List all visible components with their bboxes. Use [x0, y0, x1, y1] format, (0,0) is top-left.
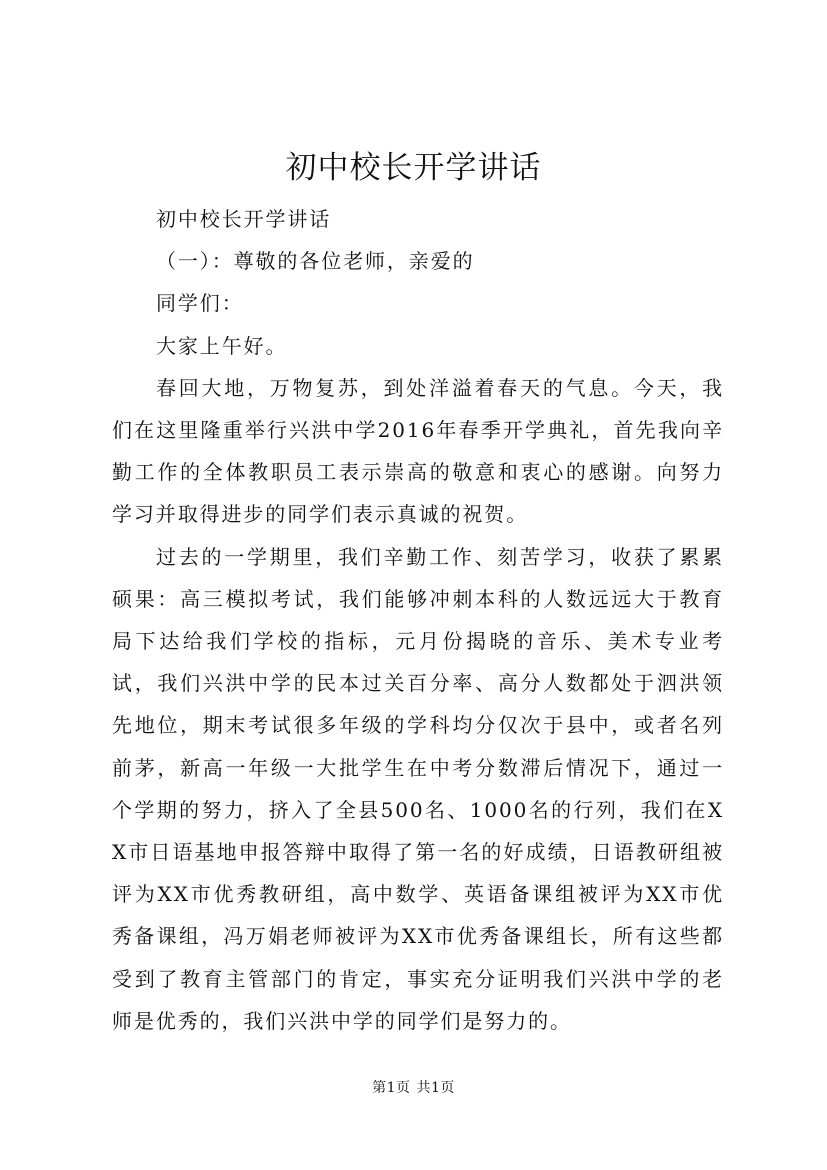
paragraph: （一）：尊敬的各位老师，亲爱的 — [156, 249, 475, 274]
paragraph: 过去的一学期里，我们辛勤工作、刻苦学习，收获了累累硕果：高三模拟考试，我们能够冲刺本科的人数远远大于教育局下达给我们学校的指标，元月份揭晓的音乐、美术专业考试，我们兴洪中学的民本过关百分率、高分人数都处于泗洪领先地位，期末考试很多年级的学科均分仅次于县中，或者名列前茅，新高一年级一大批学生在中考分数滞后情况下，通过一个学期的努力，挤入了全县500名、1000名的行列，我们在XX市日语基地申报答辩中取得了第一名的好成绩，日语教研组被评为XX市优秀教研组，高中数学、英语备课组被评为XX市优秀备课组，冯万娟老师被评为XX市优秀备课组长，所有这些都受到了教育主管部门的肯定，事实充分证明我们兴洪中学的老师是优秀的，我们兴洪中学的同学们是努力的。 — [112, 544, 724, 1033]
page-footer — [0, 1078, 827, 1098]
paragraph: 春回大地，万物复苏，到处洋溢着春天的气息。今天，我们在这里隆重举行兴洪中学2016年春季开学典礼，首先我向辛勤工作的全体教职员工表示崇高的敬意和衷心的感谢。向努力学习并取得进步的同学们表示真诚的祝贺。 — [112, 375, 724, 527]
paragraph: 大家上午好。 — [156, 333, 288, 358]
document-body — [112, 198, 724, 1042]
document-title: 初中校长开学讲话 — [285, 150, 542, 186]
page-number: 第1页 — [372, 1080, 411, 1096]
paragraph: 同学们： — [156, 291, 244, 316]
paragraph: 初中校长开学讲话 — [156, 207, 332, 231]
page-total: 共1页 — [416, 1080, 455, 1096]
